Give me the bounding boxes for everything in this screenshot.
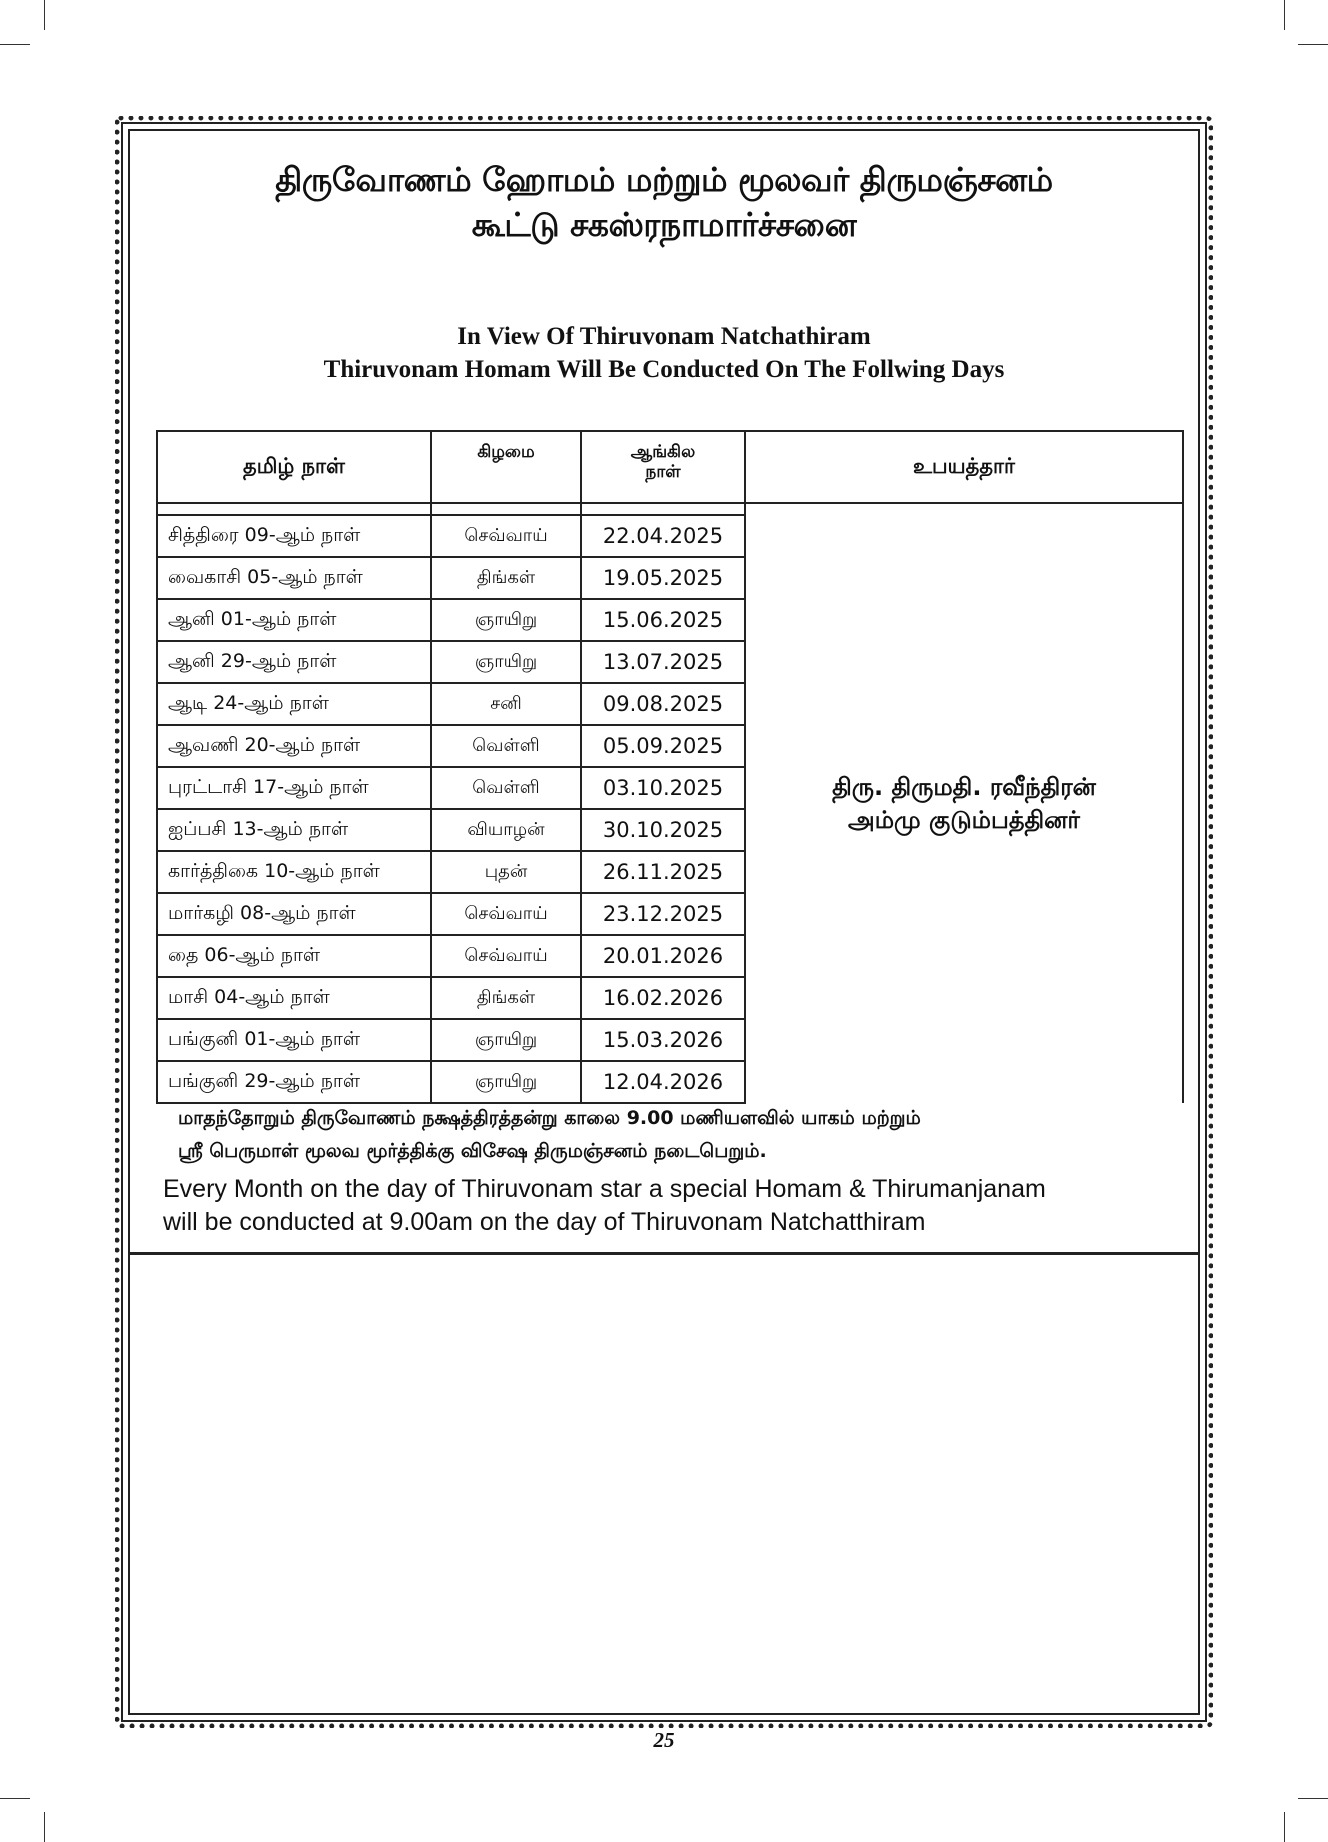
tamil-date-cell: ஐப்பசி 13-ஆம் நாள் xyxy=(157,809,431,851)
page-title-line2: கூட்டு சகஸ்ரநாமார்ச்சனை xyxy=(471,205,857,244)
weekday-cell: செவ்வாய் xyxy=(431,935,581,977)
weekday-cell: புதன் xyxy=(431,851,581,893)
weekday-cell: செவ்வாய் xyxy=(431,893,581,935)
english-date-cell: 16.02.2026 xyxy=(581,977,745,1019)
table-spacer-row xyxy=(157,503,1183,515)
tamil-date-cell: சித்திரை 09-ஆம் நாள் xyxy=(157,515,431,557)
english-date-cell: 26.11.2025 xyxy=(581,851,745,893)
column-header-weekday: கிழமை xyxy=(431,431,581,503)
column-header-english-date-line2: நாள் xyxy=(645,462,681,482)
crop-mark xyxy=(1284,0,1285,30)
column-header-sponsor: உபயத்தார் xyxy=(745,431,1183,503)
weekday-cell: திங்கள் xyxy=(431,557,581,599)
section-divider xyxy=(128,1252,1200,1255)
crop-mark xyxy=(44,0,45,30)
note-tamil-line2: ஸ்ரீ பெருமாள் மூலவ மூர்த்திக்கு விசேஷ திருமஞ்சனம் நடைபெறும். xyxy=(178,1140,767,1162)
note-english-line2: will be conducted at 9.00am on the day of Thiruvonam Natchatthiram xyxy=(163,1208,926,1236)
crop-mark xyxy=(1284,1812,1285,1842)
english-date-cell: 19.05.2025 xyxy=(581,557,745,599)
weekday-cell: ஞாயிறு xyxy=(431,641,581,683)
weekday-cell: வெள்ளி xyxy=(431,767,581,809)
schedule-table xyxy=(156,430,1184,1104)
tamil-date-cell: மாசி 04-ஆம் நாள் xyxy=(157,977,431,1019)
tamil-date-cell: தை 06-ஆம் நாள் xyxy=(157,935,431,977)
tamil-date-cell: கார்த்திகை 10-ஆம் நாள் xyxy=(157,851,431,893)
english-date-cell: 13.07.2025 xyxy=(581,641,745,683)
spacer-cell xyxy=(157,503,431,515)
tamil-date-cell: ஆடி 24-ஆம் நாள் xyxy=(157,683,431,725)
weekday-cell: சனி xyxy=(431,683,581,725)
weekday-cell: ஞாயிறு xyxy=(431,599,581,641)
crop-mark xyxy=(1298,44,1328,45)
weekday-cell: ஞாயிறு xyxy=(431,1019,581,1061)
crop-mark xyxy=(0,44,30,45)
column-header-english-date xyxy=(581,431,745,503)
table-header-row xyxy=(157,431,1183,503)
english-date-cell: 15.06.2025 xyxy=(581,599,745,641)
english-date-cell: 30.10.2025 xyxy=(581,809,745,851)
spacer-cell xyxy=(431,503,581,515)
english-date-cell: 09.08.2025 xyxy=(581,683,745,725)
note-tamil-line1: மாதந்தோறும் திருவோணம் நக்ஷத்திரத்தன்று காலை 9.00 மணியளவில் யாகம் மற்றும் xyxy=(178,1107,921,1129)
column-header-english-date-line1: ஆங்கில xyxy=(630,442,696,462)
english-date-cell: 03.10.2025 xyxy=(581,767,745,809)
english-date-cell: 12.04.2026 xyxy=(581,1061,745,1103)
weekday-cell: செவ்வாய் xyxy=(431,515,581,557)
crop-mark xyxy=(44,1812,45,1842)
english-date-cell: 20.01.2026 xyxy=(581,935,745,977)
crop-mark xyxy=(0,1798,30,1799)
weekday-cell: திங்கள் xyxy=(431,977,581,1019)
sponsor-cell xyxy=(745,503,1183,1103)
subtitle-line1: In View Of Thiruvonam Natchathiram xyxy=(457,323,871,350)
page-title-line1: திருவோணம் ஹோமம் மற்றும் மூலவர் திருமஞ்சனம் xyxy=(275,160,1053,199)
tamil-date-cell: பங்குனி 29-ஆம் நாள் xyxy=(157,1061,431,1103)
tamil-date-cell: ஆவணி 20-ஆம் நாள் xyxy=(157,725,431,767)
english-date-cell: 23.12.2025 xyxy=(581,893,745,935)
weekday-cell: வெள்ளி xyxy=(431,725,581,767)
note-english-line1: Every Month on the day of Thiruvonam star a special Homam & Thirumanjanam xyxy=(163,1175,1046,1203)
subtitle-line2: Thiruvonam Homam Will Be Conducted On The Follwing Days xyxy=(323,356,1005,383)
english-date-cell: 15.03.2026 xyxy=(581,1019,745,1061)
english-date-cell: 22.04.2025 xyxy=(581,515,745,557)
crop-mark xyxy=(1298,1798,1328,1799)
tamil-date-cell: ஆனி 01-ஆம் நாள் xyxy=(157,599,431,641)
tamil-date-cell: ஆனி 29-ஆம் நாள் xyxy=(157,641,431,683)
weekday-cell: வியாழன் xyxy=(431,809,581,851)
sponsor-line1: திரு. திருமதி. ரவீந்திரன் xyxy=(832,772,1096,801)
tamil-date-cell: பங்குனி 01-ஆம் நாள் xyxy=(157,1019,431,1061)
tamil-date-cell: வைகாசி 05-ஆம் நாள் xyxy=(157,557,431,599)
page-number: 25 xyxy=(653,1728,675,1752)
sponsor-line2: அம்மு குடும்பத்தினர் xyxy=(848,805,1080,834)
tamil-date-cell: புரட்டாசி 17-ஆம் நாள் xyxy=(157,767,431,809)
weekday-cell: ஞாயிறு xyxy=(431,1061,581,1103)
tamil-date-cell: மார்கழி 08-ஆம் நாள் xyxy=(157,893,431,935)
spacer-cell xyxy=(581,503,745,515)
english-date-cell: 05.09.2025 xyxy=(581,725,745,767)
column-header-tamil-date: தமிழ் நாள் xyxy=(157,431,431,503)
